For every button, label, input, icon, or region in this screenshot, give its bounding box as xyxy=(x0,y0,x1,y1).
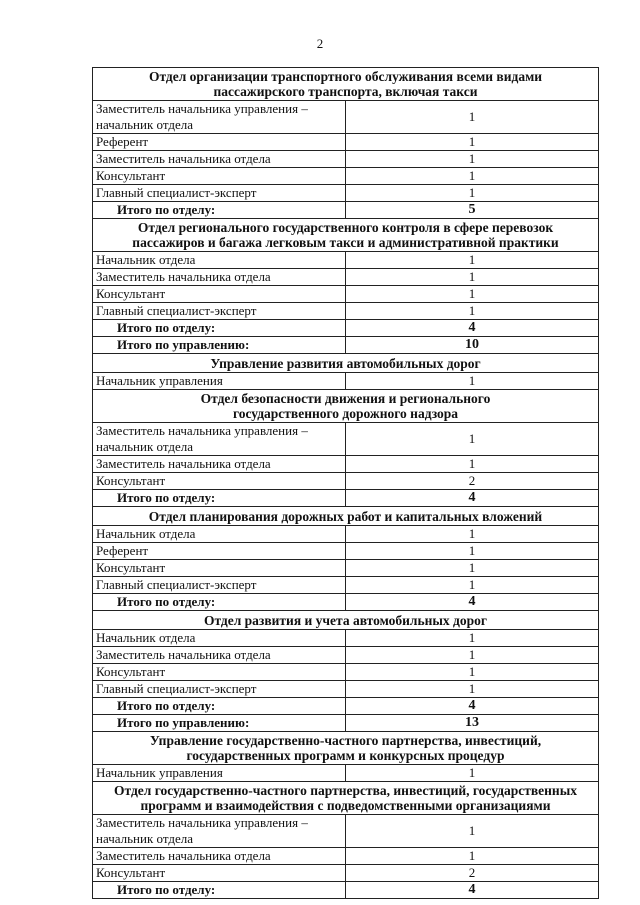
total-count: 4 xyxy=(346,882,599,899)
section-title-line: государственных программ и конкурсных процедур xyxy=(186,748,505,763)
position-name: Заместитель начальника управления – начальник отдела xyxy=(93,815,346,848)
position-row xyxy=(93,151,599,168)
position-name: Начальник управления xyxy=(93,765,346,782)
position-name: Главный специалист-эксперт xyxy=(93,185,346,202)
position-count: 1 xyxy=(346,168,599,185)
position-name: Консультант xyxy=(93,865,346,882)
position-name: Консультант xyxy=(93,473,346,490)
position-count: 1 xyxy=(346,286,599,303)
total-row xyxy=(93,698,599,715)
total-count: 4 xyxy=(346,320,599,337)
position-count: 1 xyxy=(346,664,599,681)
total-label: Итого по отделу: xyxy=(93,594,346,611)
position-count: 1 xyxy=(346,543,599,560)
section-title-line: Отдел государственно-частного партнерства, инвестиций, государственных xyxy=(114,783,577,798)
position-name: Заместитель начальника отдела xyxy=(93,151,346,168)
section-header-row xyxy=(93,390,599,423)
position-row xyxy=(93,252,599,269)
section-title xyxy=(93,219,599,252)
total-row xyxy=(93,202,599,219)
position-name: Начальник отдела xyxy=(93,252,346,269)
position-count: 1 xyxy=(346,252,599,269)
total-label: Итого по отделу: xyxy=(93,698,346,715)
position-row xyxy=(93,765,599,782)
section-title xyxy=(93,732,599,765)
position-row xyxy=(93,134,599,151)
position-row xyxy=(93,269,599,286)
position-row xyxy=(93,473,599,490)
section-title xyxy=(93,782,599,815)
position-row xyxy=(93,560,599,577)
section-header-row xyxy=(93,68,599,101)
section-title xyxy=(93,68,599,101)
total-label: Итого по отделу: xyxy=(93,320,346,337)
position-count: 1 xyxy=(346,681,599,698)
section-title xyxy=(93,390,599,423)
section-title-line: Отдел безопасности движения и регионального xyxy=(200,391,491,406)
position-name: Главный специалист-эксперт xyxy=(93,303,346,320)
total-row xyxy=(93,320,599,337)
total-count: 4 xyxy=(346,594,599,611)
position-row xyxy=(93,664,599,681)
position-count: 1 xyxy=(346,630,599,647)
position-name: Главный специалист-эксперт xyxy=(93,577,346,594)
position-count: 1 xyxy=(346,185,599,202)
section-title-line: Управление государственно-частного партнерства, инвестиций, xyxy=(149,733,542,748)
position-row xyxy=(93,185,599,202)
position-count: 1 xyxy=(346,151,599,168)
total-count: 13 xyxy=(346,715,599,732)
section-title xyxy=(93,354,599,373)
position-count: 1 xyxy=(346,134,599,151)
total-label: Итого по управлению: xyxy=(93,337,346,354)
position-name: Консультант xyxy=(93,286,346,303)
position-name: Главный специалист-эксперт xyxy=(93,681,346,698)
total-row xyxy=(93,337,599,354)
position-name: Начальник отдела xyxy=(93,526,346,543)
section-header-row xyxy=(93,507,599,526)
section-title-line: Отдел регионального государственного контроля в сфере перевозок xyxy=(137,220,554,235)
position-row xyxy=(93,543,599,560)
position-name: Референт xyxy=(93,134,346,151)
position-row xyxy=(93,168,599,185)
position-count: 1 xyxy=(346,848,599,865)
section-header-row xyxy=(93,611,599,630)
position-count: 1 xyxy=(346,269,599,286)
position-name: Консультант xyxy=(93,560,346,577)
position-row xyxy=(93,577,599,594)
position-row xyxy=(93,865,599,882)
staffing-table xyxy=(92,67,599,899)
total-row xyxy=(93,882,599,899)
section-title-line: пассажирского транспорта, включая такси xyxy=(213,84,478,99)
position-count: 1 xyxy=(346,647,599,664)
total-row xyxy=(93,490,599,507)
section-header-row xyxy=(93,219,599,252)
section-header-row xyxy=(93,782,599,815)
position-name: Начальник отдела xyxy=(93,630,346,647)
position-count: 2 xyxy=(346,473,599,490)
position-count: 2 xyxy=(346,865,599,882)
total-count: 10 xyxy=(346,337,599,354)
position-name: Начальник управления xyxy=(93,373,346,390)
position-name: Консультант xyxy=(93,168,346,185)
section-title-line: Отдел развития и учета автомобильных дорог xyxy=(203,612,488,628)
section-title-line: государственного дорожного надзора xyxy=(232,406,459,421)
position-row xyxy=(93,647,599,664)
section-header-row xyxy=(93,354,599,373)
total-label: Итого по отделу: xyxy=(93,490,346,507)
position-row xyxy=(93,303,599,320)
position-count: 1 xyxy=(346,526,599,543)
section-title xyxy=(93,611,599,630)
position-name: Референт xyxy=(93,543,346,560)
section-title-line: программ и взаимодействия с подведомственными организациями xyxy=(140,798,551,813)
position-row xyxy=(93,630,599,647)
position-name: Заместитель начальника отдела xyxy=(93,456,346,473)
total-label: Итого по отделу: xyxy=(93,202,346,219)
position-count: 1 xyxy=(346,765,599,782)
position-count: 1 xyxy=(346,577,599,594)
position-row xyxy=(93,815,599,848)
staffing-table-body xyxy=(93,68,599,899)
total-row xyxy=(93,594,599,611)
position-row xyxy=(93,373,599,390)
position-row xyxy=(93,423,599,456)
position-row xyxy=(93,456,599,473)
total-count: 5 xyxy=(346,202,599,219)
page-number: 2 xyxy=(316,36,324,51)
position-row xyxy=(93,848,599,865)
position-count: 1 xyxy=(346,560,599,577)
section-title-line: Отдел организации транспортного обслуживания всеми видами xyxy=(148,69,543,84)
section-title-line: Отдел планирования дорожных работ и капитальных вложений xyxy=(148,508,543,524)
section-title-line: Управление развития автомобильных дорог xyxy=(210,355,481,371)
position-name: Заместитель начальника отдела xyxy=(93,269,346,286)
section-title xyxy=(93,507,599,526)
position-count: 1 xyxy=(346,423,599,456)
position-name: Заместитель начальника отдела xyxy=(93,647,346,664)
position-row xyxy=(93,526,599,543)
position-row xyxy=(93,681,599,698)
position-count: 1 xyxy=(346,456,599,473)
position-name: Заместитель начальника управления – начальник отдела xyxy=(93,423,346,456)
total-label: Итого по управлению: xyxy=(93,715,346,732)
section-header-row xyxy=(93,732,599,765)
position-name: Консультант xyxy=(93,664,346,681)
position-count: 1 xyxy=(346,101,599,134)
position-name: Заместитель начальника управления – начальник отдела xyxy=(93,101,346,134)
position-name: Заместитель начальника отдела xyxy=(93,848,346,865)
position-count: 1 xyxy=(346,303,599,320)
position-row xyxy=(93,101,599,134)
position-row xyxy=(93,286,599,303)
position-count: 1 xyxy=(346,373,599,390)
total-count: 4 xyxy=(346,698,599,715)
total-row xyxy=(93,715,599,732)
position-count: 1 xyxy=(346,815,599,848)
section-title-line: пассажиров и багажа легковым такси и административной практики xyxy=(132,235,559,250)
total-label: Итого по отделу: xyxy=(93,882,346,899)
total-count: 4 xyxy=(346,490,599,507)
